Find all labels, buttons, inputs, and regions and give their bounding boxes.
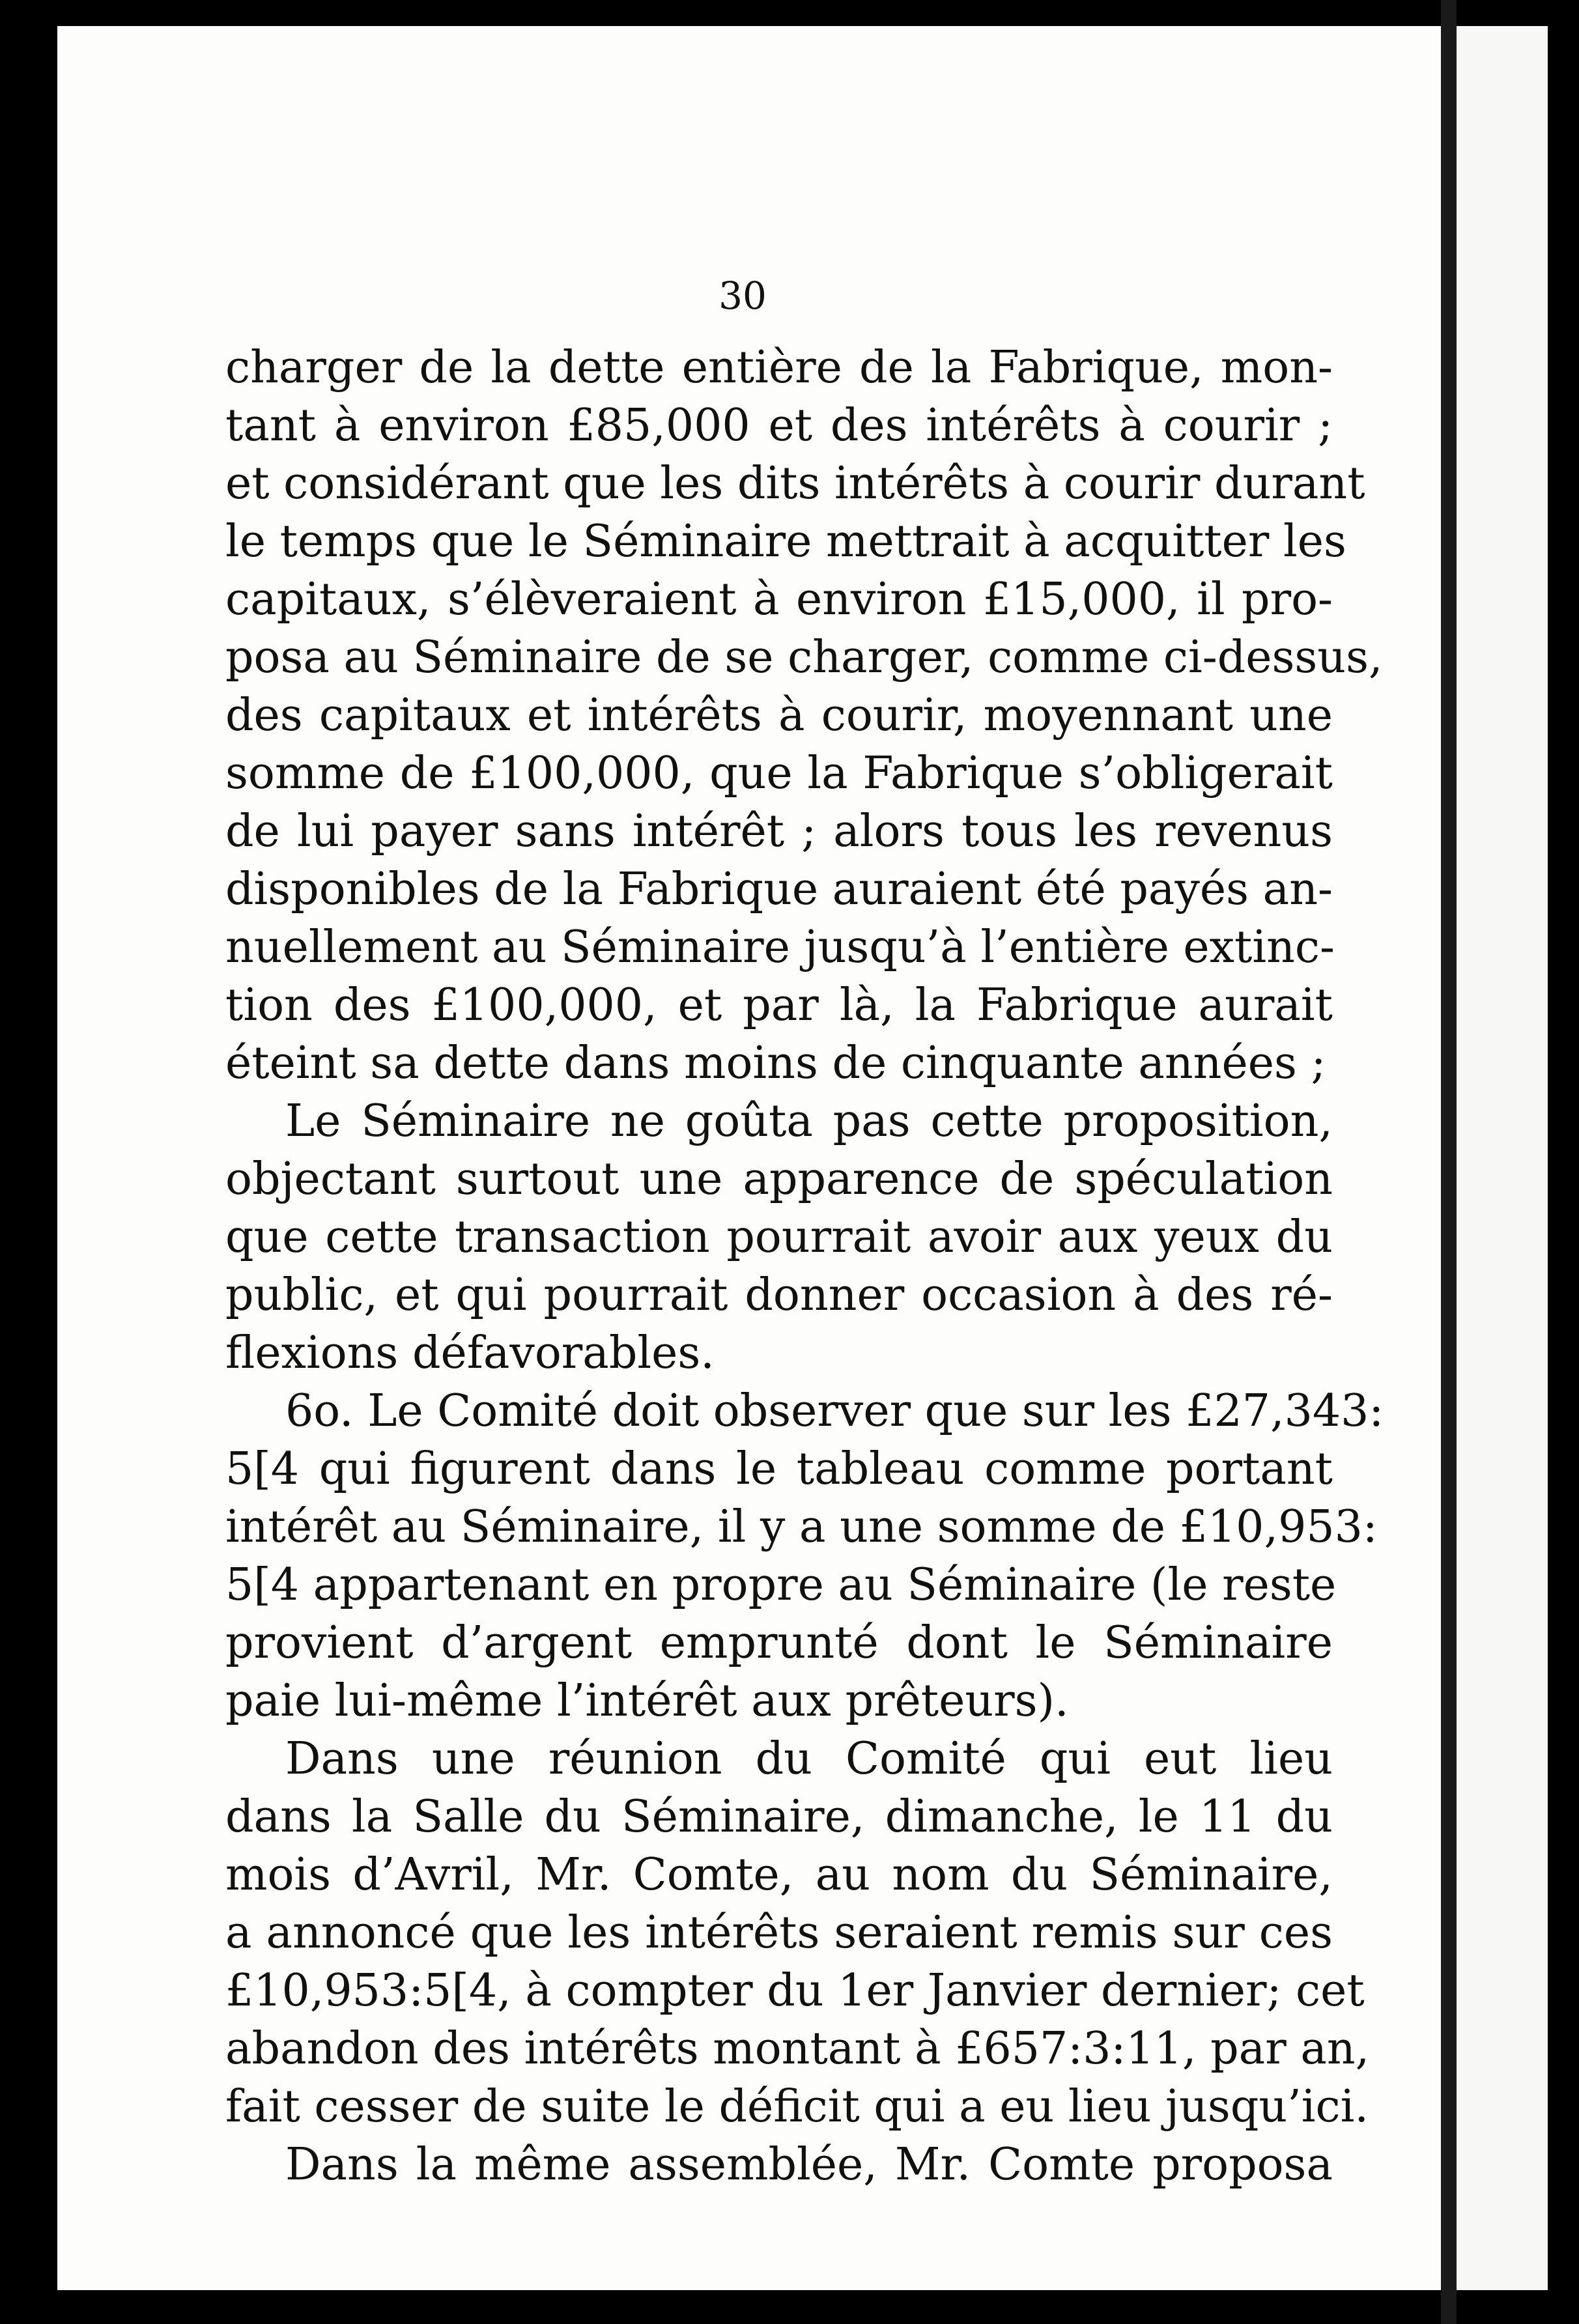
text-line: 6o. Le Comité doit observer que sur les £27,343:	[285, 1385, 1384, 1437]
text-line: public, et qui pourrait donner occasion à des ré-	[225, 1269, 1333, 1321]
text-line: paie lui-même l’intérêt aux prêteurs).	[225, 1675, 1069, 1727]
text-line: éteint sa dette dans moins de cinquante années ;	[225, 1038, 1326, 1089]
text-line: a annoncé que les intérêts seraient remis sur ces	[225, 1907, 1333, 1959]
text-line: le temps que le Séminaire mettrait à acquitter les	[225, 516, 1346, 567]
text-line: Dans la même assemblée, Mr. Comte proposa	[285, 2139, 1333, 2190]
text-line: mois d’Avril, Mr. Comte, au nom du Séminaire,	[225, 1849, 1333, 1901]
document-page	[57, 26, 1441, 2290]
text-line: posa au Séminaire de se charger, comme ci-dessus,	[225, 632, 1383, 683]
page-number: 30	[718, 274, 767, 318]
text-line: Dans une réunion du Comité qui eut lieu	[285, 1733, 1333, 1785]
text-line: £10,953:5[4, à compter du 1er Janvier dernier; cet	[225, 1965, 1365, 2017]
text-line: provient d’argent emprunté dont le Séminaire	[225, 1617, 1333, 1669]
text-line: dans la Salle du Séminaire, dimanche, le 11 du	[225, 1791, 1333, 1843]
text-line: 5[4 qui figurent dans le tableau comme portant	[225, 1443, 1333, 1495]
text-line: et considérant que les dits intérêts à courir durant	[225, 458, 1365, 509]
text-line: de lui payer sans intérêt ; alors tous les revenus	[225, 806, 1333, 857]
text-line: que cette transaction pourrait avoir aux yeux du	[225, 1212, 1333, 1263]
text-line: Le Séminaire ne goûta pas cette proposition,	[285, 1096, 1333, 1147]
text-line: tant à environ £85,000 et des intérêts à courir ;	[225, 400, 1333, 451]
text-line: fait cesser de suite le déficit qui a eu lieu jusqu’ici.	[225, 2081, 1369, 2133]
text-line: nuellement au Séminaire jusqu’à l’entière extinc-	[225, 922, 1335, 973]
body-text	[225, 339, 1384, 2194]
text-line: capitaux, s’élèveraient à environ £15,000, il pro-	[225, 574, 1333, 625]
text-line: somme de £100,000, que la Fabrique s’obligerait	[225, 748, 1333, 799]
facing-page-margin	[1457, 26, 1548, 2290]
page-spine-edge	[1441, 0, 1457, 2324]
text-line: des capitaux et intérêts à courir, moyennant une	[225, 690, 1333, 741]
text-line: tion des £100,000, et par là, la Fabrique aurait	[225, 980, 1333, 1031]
text-line: objectant surtout une apparence de spéculation	[225, 1154, 1333, 1205]
text-line: charger de la dette entière de la Fabrique, mon-	[225, 342, 1333, 393]
text-line: abandon des intérêts montant à £657:3:11, par an,	[225, 2023, 1370, 2075]
text-line: flexions défavorables.	[225, 1327, 715, 1379]
text-line: 5[4 appartenant en propre au Séminaire (le reste	[225, 1559, 1337, 1611]
text-line: disponibles de la Fabrique auraient été payés an-	[225, 864, 1333, 915]
text-line: intérêt au Séminaire, il y a une somme de £10,953:	[225, 1501, 1378, 1553]
